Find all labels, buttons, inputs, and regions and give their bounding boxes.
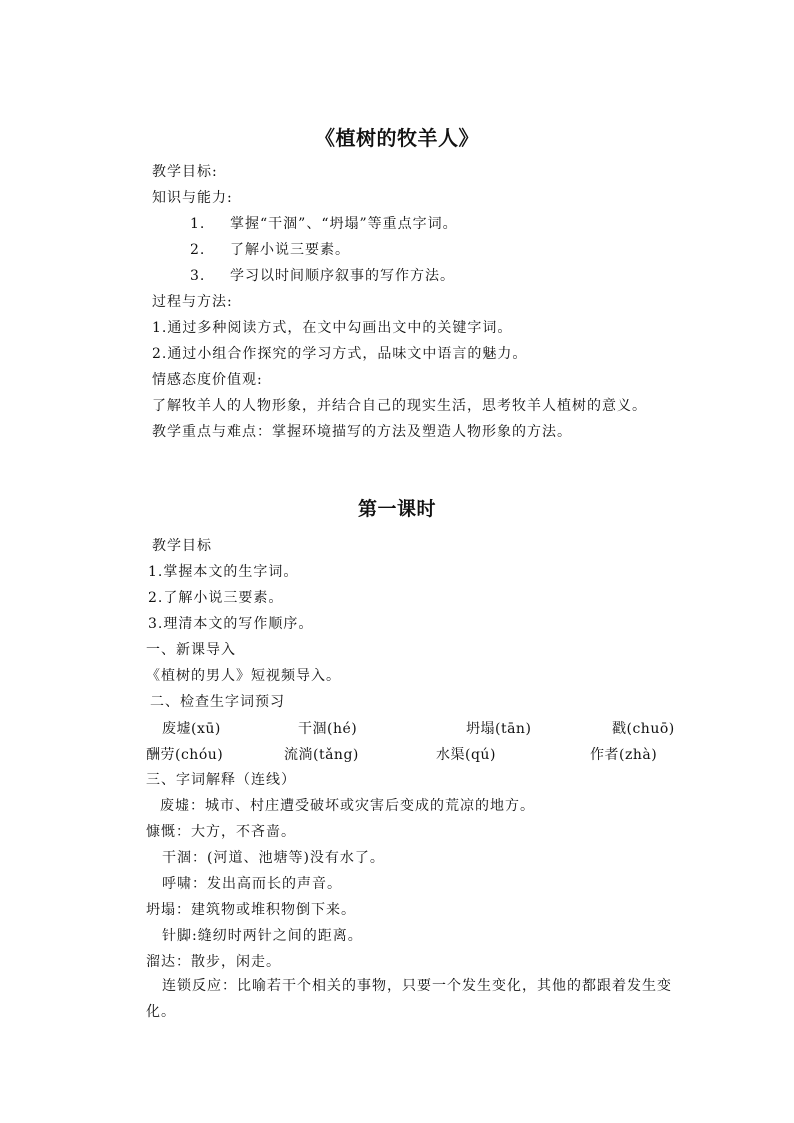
item-text: 学习以时间顺序叙事的写作方法。 [230, 268, 455, 284]
chain-reaction-definition: 连锁反应：比喻若干个相关的事物，只要一个发生变化，其他的都跟着发生变化。 [146, 978, 672, 1020]
definition-item: 针脚:缝纫时两针之间的距离。 [162, 928, 363, 944]
item-number: 2. [190, 242, 206, 258]
definition-item: 坍塌：建筑物或堆积物倒下来。 [146, 902, 356, 918]
section-heading: 二、检查生字词预习 [150, 694, 285, 710]
goals-heading: 教学目标: [152, 164, 218, 180]
definition-item: 废墟：城市、村庄遭受破坏或灾害后变成的荒凉的地方。 [160, 798, 535, 814]
knowledge-item [190, 214, 458, 234]
vocab-word: 水渠(qú) [436, 747, 496, 763]
vocab-word: 流淌(tǎng) [284, 747, 359, 763]
keypoints-text: 教学重点与难点：掌握环境描写的方法及塑造人物形象的方法。 [152, 424, 572, 440]
knowledge-item [190, 266, 455, 286]
section-heading: 三、字词解释（连线） [146, 772, 296, 788]
vocab-word: 酬劳(chóu) [146, 747, 224, 763]
section-text: 《植树的男人》短视频导入。 [146, 668, 341, 684]
lesson-goal-heading: 教学目标 [152, 538, 212, 554]
item-number: 3. [190, 268, 206, 284]
vocab-word: 作者(zhà) [590, 747, 658, 763]
item-text: 掌握“干涸”、“坍塌”等重点字词。 [230, 216, 458, 232]
process-heading: 过程与方法: [152, 294, 233, 310]
lesson-goal-item: 1.掌握本文的生字词。 [148, 564, 299, 580]
definition-item: 干涸：(河道、池塘等)没有水了。 [162, 850, 385, 866]
knowledge-heading: 知识与能力: [152, 190, 233, 206]
vocab-word: 干涸(hé) [298, 721, 358, 737]
lesson-title: 第一课时 [357, 498, 436, 520]
vocab-word: 坍塌(tān) [466, 721, 532, 737]
item-text: 了解小说三要素。 [230, 242, 350, 258]
emotion-text: 了解牧羊人的人物形象，并结合自己的现实生活，思考牧羊人植树的意义。 [152, 398, 647, 414]
lesson-goal-item: 2.了解小说三要素。 [148, 590, 284, 606]
document-title: 《植树的牧羊人》 [315, 126, 479, 150]
vocab-word: 戳(chuō) [612, 721, 675, 737]
emotion-heading: 情感态度价值观: [152, 372, 263, 388]
process-item: 2.通过小组合作探究的学习方式，品味文中语言的魅力。 [152, 346, 528, 362]
definition-item: 溜达：散步，闲走。 [146, 954, 281, 970]
item-number: 1. [190, 216, 206, 232]
definition-item: 慷慨：大方，不吝啬。 [146, 824, 296, 840]
section-heading: 一、新课导入 [146, 642, 236, 658]
process-item: 1.通过多种阅读方式，在文中勾画出文中的关键字词。 [152, 320, 513, 336]
knowledge-item [190, 240, 350, 260]
definition-item: 呼啸：发出高而长的声音。 [162, 876, 342, 892]
lesson-goal-item: 3.理清本文的写作顺序。 [148, 616, 314, 632]
vocab-word: 废墟(xū) [162, 721, 221, 737]
